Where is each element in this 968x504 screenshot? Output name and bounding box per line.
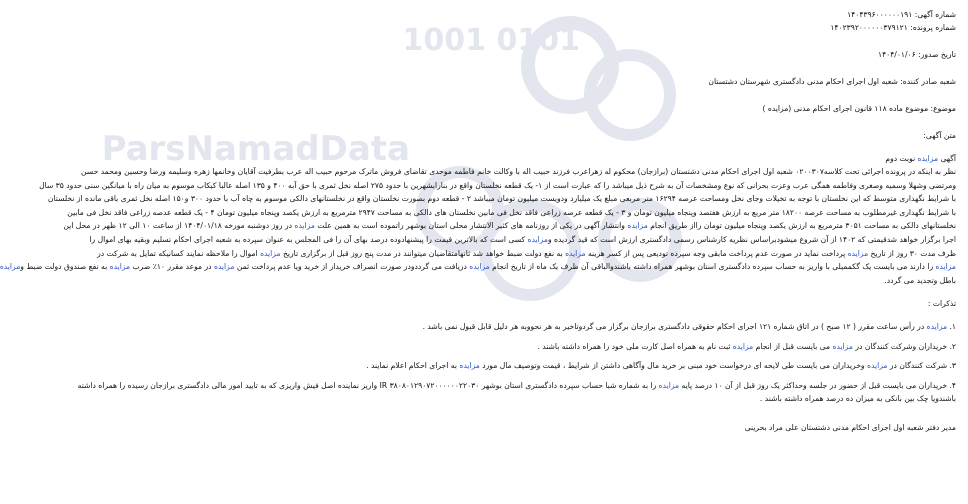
issuer-branch: شعبه صادر کننده: شعبه اول اجرای احکام مدنی دادگستری شهرستان دشتستان <box>708 77 956 86</box>
note-item <box>92 359 956 372</box>
notes-heading: تذکرات : <box>927 299 956 309</box>
ad-round-suffix: نوبت دوم <box>885 154 918 163</box>
body-line: ظرف مدت ۳۰ روز از تاریخ مزایده پرداخت نماید در صورت عدم پرداخت مابقی وجه سپرده تودیعی پس از کسر هزینه مزایده به نفع دولت ضبط خواهد شد ثانهامتقاضیان میتوانند در مدت پنج روز قبل از برگزاری تاریخ مزایده اموال را ملاحظه نمایند کسانیکه تمایل به شرکت در <box>97 248 956 258</box>
note-item <box>92 340 956 353</box>
ad-text-label: متن آگهی: <box>923 131 956 140</box>
ad-round-keyword: مزایده <box>917 154 939 163</box>
ad-number: شماره آگهی: ۱۴۰۴۳۹۶۰۰۰۰۰۰۱۹۱ <box>847 10 956 19</box>
watermark-brand-text: ParsNamadData <box>101 129 410 169</box>
auction-keyword: مزایده <box>926 322 948 332</box>
note-item <box>92 320 956 333</box>
ad-round-prefix: آگهی <box>938 154 956 163</box>
note-line: باشندویا چک بین بانکی به میزان ده درصد همراه داشته باشند . <box>759 393 956 403</box>
note-line: ۲. خریداران وشرکت کنندگان در مزایده می بایست قبل از انجام مزایده ثبت نام به همراه اصل کارت ملی خود را همراه داشته باشند . <box>537 341 956 351</box>
auction-keyword: مزایده <box>565 248 586 258</box>
note-line: ۱. مزایده در رأس ساعت مقرر ( ۱۲ صبح ) در اتاق شماره ۱۲۱ اجرای احکام حقوقی دادگستری برازجان برگزار می گردوتاخیر به هر نحووبه هر دلیل قابل قبول نمی باشد . <box>422 322 956 332</box>
body-line: باطل وتجدید می گردد. <box>884 275 956 285</box>
note-item <box>77 379 956 406</box>
body-line: اجرا برگزار خواهد شدقیمتی که ۱۴۰۲ از آن شروع میشودبراساس نظریه کارشناس رسمی دادگستری ارزش است که قید گردیده ومزایده کسی است که بالاترین قیمت را پیشنهادوده درصد بهای آن را فی المجلس به عنوان سپرده به شعبه اجرای احکام تسلیم وبقیه بهای اموال را <box>89 234 956 244</box>
auction-keyword: مزایده <box>0 262 21 272</box>
body-line: با شرایط نگهداری غیرمطلوب به مساحت عرصه ۱۸۲۰۰ متر مربع به ارزش هفتصد وپنجاه میلیون تومان و ۳ - یک قطعه عرصه زراعی فاقد نخل فی مابین نخلستان های دالکی به مساحت ۲۹۴۷ مترمربع به ارزش یکصد وپنجاه میلیون تومان ۴ - یک قطعه عدصه زراعی فاقد نخل فی مابین <box>67 207 956 217</box>
auction-keyword: مزایده <box>847 248 869 258</box>
body-line: مزایده را دارند می بایست یک گکممیلی با واریز به حساب سپرده دادگستری استان بوشهر همراه داشته باشندوالباقی آن ظرف یک ماه از تاریخ انجام مزایده دریافت می گرددودر صورت انصراف خریدار از خرید ویا عدم پرداخت ثمن مزایده در موعد مقرر ۱۰٪ ضرب مزایده به نفع صندوق دولت ضبط ومزایده <box>0 262 956 272</box>
auction-keyword: مزایده <box>260 248 281 258</box>
body-line: نخلستانهای دالکی به مساحت ۳۰۵۱ مترمربع به ارزش یکصد وپنجاه میلیون تومان رااز طریق انجام مزایده وانتشار آگهی در یکی از روزنامه های کثیر الانتشار محلی استان بوشهر راتموده است به همین علت مزایده در روز دوشنبه مورخه ۱۴۰۴/۰۱/۱۸ از ساعت ۱۰ الی ۱۲ ظهر در محل این <box>63 221 956 231</box>
auction-keyword: مزایده <box>469 262 490 272</box>
ad-round-title <box>92 152 956 165</box>
auction-keyword: مزایده <box>459 361 480 371</box>
auction-keyword: مزایده <box>627 221 648 231</box>
auction-keyword: مزایده <box>867 361 888 371</box>
notice-subject: موضوع: موضوع ماده ۱۱۸ قانون اجرای احکام مدنی (مزایده ) <box>762 104 956 113</box>
auction-keyword: مزایده <box>213 262 235 272</box>
signature: مدیر دفتر شعبه اول اجرای احکام مدنی دشتستان علی مراد بحرینی <box>744 423 956 433</box>
file-number: شماره پرونده: ۱۴۰۲۳۹۲۰۰۰۰۰۰۳۷۹۱۲۱ <box>830 23 956 32</box>
note-line: ۳. شرکت کنندگان در مزایده وخریداران می بایست طی لایحه ای درخواست خود مبنی بر خرید مال وآگاهی داشتن از شرایط ، قیمت وتوصیف مال مورد مزایده به اجرای احکام اعلام نمایند . <box>366 361 956 371</box>
watermark-binary-text: 0101 1001 <box>402 23 580 58</box>
auction-keyword: مزایده <box>732 341 754 351</box>
auction-keyword: مزایده <box>935 262 956 272</box>
issue-date: تاریخ صدور: ۱۴۰۴/۰۱/۰۶ <box>877 50 956 59</box>
note-line: ۴. خریداران می بایست قبل از حضور در جلسه وحداکثر یک روز قبل از آن ۱۰ درصد پایه مزایده را به شماره شبا حساب سپرده دادگستری استان بوشهر ۳۸۰۸۰۱۲۹۰۷۲۰۰۰۰۰۰۲۲۰۳۰ IR واریز نماینده اصل فیش واریزی که به تایید امور مالی دادگستری برازجان رسیده را همراه داشته <box>77 380 956 390</box>
auction-keyword: مزایده <box>109 262 131 272</box>
body-line: ومرتضی وشهلا وسمیه وصغری وفاطمه همگی عرب وعزت بحرانی که نوع ومشخصات آن به شرح ذیل میباشد را که عبارت است از ۱- یک قطعه نخلستان واقع در بنارابشهرین با حدود ۲۷۵ اصله نخل ثمری با حق آبه ۴۰۰ و ۱۳۵ اصله عالبا کبکاب موسوم به میان راه با میانگین سنی حدود ۳۵ سال <box>39 180 956 190</box>
body-line: نظر به اینکه در پرونده اجرائی تحت کلاسه۰۲۰۰۳۰۷ شعبه اول اجرای احکام مدنی دشتستان (برازجان) محکوم له زهراعرب فرزند حبیب اله با وکالت خانم فاطمه موحدی تقاضای فروش ماترک مرحوم حبیب اله عرب بطرفیت آقایان وخانمها زهره وسلیمه ورضا وحسین ومحمد حسن <box>81 167 956 176</box>
auction-keyword: مزایده <box>527 234 548 244</box>
notice-body <box>0 165 956 287</box>
auction-keyword: مزایده <box>658 380 680 390</box>
auction-keyword: مزایده <box>832 341 853 351</box>
auction-keyword: مزایده <box>294 221 315 231</box>
body-line: با شرایط نگهداری متوسط که این نخلستان با توجه به تخیلات وجای نخل ومساحت عرصه ۱۶۲۹۴ متر مربعی مبلغ یک میلیارد ودویست میلیون تومان میباشد ۲ - قطعه دوم بصورت نخلستان واقع در نخلستانهای دالکی موسوم به چاه آب با حدود ۳۰۰ و۱۵۰ اصله نخل ثمری باقی مانده از نخلستان <box>47 194 956 204</box>
